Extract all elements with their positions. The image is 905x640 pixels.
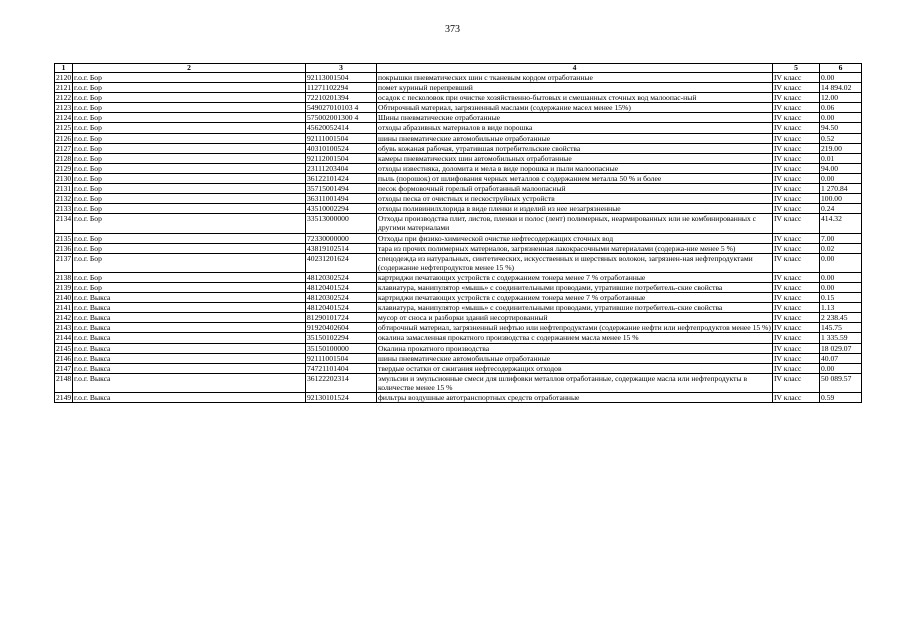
table-row	[55, 353, 862, 363]
amount: 0.02	[820, 243, 862, 253]
column-header: 2	[73, 64, 306, 73]
row-number: 2144	[56, 333, 72, 343]
column-header: 6	[820, 64, 862, 73]
hazard-class: IV класс	[773, 293, 820, 303]
amount: 2 238.45	[820, 313, 862, 323]
waste-name: клавиатура, манипулятор «мышь» с соединительными проводами, утратившие потребитель-ские свойства	[377, 282, 773, 292]
waste-name: шины пневматические автомобильные отработанные	[377, 133, 773, 143]
amount: 0.00	[820, 173, 862, 183]
waste-code: 35715001494	[306, 184, 377, 194]
hazard-class: IV класс	[773, 93, 820, 103]
row-number: 2121	[56, 83, 72, 93]
waste-table	[54, 63, 862, 403]
waste-name: обувь кожаная рабочая, утратившая потребительские свойства	[377, 143, 773, 153]
hazard-class: IV класс	[773, 184, 820, 194]
municipality: г.о.г. Выкса	[73, 363, 306, 373]
waste-code: 36122101424	[306, 173, 377, 183]
municipality: г.о.г. Бор	[73, 194, 306, 204]
waste-code: 549027010103 4	[306, 103, 377, 113]
amount: 14 894.02	[820, 83, 862, 93]
waste-name: обтирочный материал, загрязненный нефтью или нефтепродуктами (содержание нефти или нефтепродуктов менее 15 %)	[378, 323, 771, 333]
table-row	[55, 333, 862, 343]
hazard-class: IV класс	[773, 163, 820, 173]
waste-code: 43510002294	[306, 204, 377, 214]
table-row	[55, 363, 862, 373]
hazard-class: IV класс	[773, 73, 820, 83]
waste-name: помет куриный перепревший	[377, 83, 773, 93]
row-number: 2147	[56, 363, 72, 373]
table-row	[55, 293, 862, 303]
amount: 7.00	[820, 233, 862, 243]
row-number: 2123	[56, 103, 72, 113]
waste-name: твердые остатки от сжигания нефтесодержащих отходов	[377, 363, 773, 373]
hazard-class: IV класс	[773, 363, 820, 373]
row-number: 2120	[56, 73, 72, 82]
hazard-class: IV класс	[773, 253, 820, 272]
row-number: 2142	[56, 313, 72, 323]
waste-code: 72330000000	[306, 233, 377, 243]
waste-name: камеры пневматических шин автомобильных отработанные	[377, 153, 773, 163]
municipality: г.о.г. Бор	[73, 163, 306, 173]
table-row	[55, 143, 862, 153]
waste-name: Шины пневматические отработанные	[377, 113, 773, 123]
amount: 1 270.84	[820, 184, 862, 194]
row-number: 2148	[55, 373, 73, 392]
table-row	[55, 93, 862, 103]
row-number: 2125	[56, 123, 72, 133]
row-number: 2130	[56, 173, 72, 183]
municipality: г.о.г. Выкса	[73, 323, 306, 333]
table-row	[55, 323, 862, 333]
table-row	[55, 373, 862, 392]
municipality: г.о.г. Выкса	[73, 353, 306, 363]
municipality: г.о.г. Выкса	[73, 343, 306, 353]
row-number: 2132	[56, 194, 72, 204]
waste-name: Отходы производства плит, листов, пленки и полос (лент) полимерных, неармированных или не комбинированных с другими материалами	[377, 214, 773, 233]
municipality: г.о.г. Бор	[73, 123, 306, 133]
table-row	[55, 83, 862, 93]
amount: 18 029.07	[820, 343, 862, 353]
waste-name: Окалина прокатного производства	[377, 343, 773, 353]
row-number: 2136	[56, 243, 72, 253]
amount: 100.00	[820, 194, 862, 204]
amount: 0.00	[820, 73, 862, 83]
table-row	[55, 393, 862, 403]
amount: 0.52	[820, 133, 862, 143]
amount: 12.00	[820, 93, 862, 103]
hazard-class: IV класс	[773, 373, 820, 392]
amount: 50 089.57	[820, 373, 862, 392]
table-row	[55, 153, 862, 163]
waste-code: 92111001504	[306, 353, 377, 363]
waste-code: 575002001300 4	[306, 113, 377, 123]
waste-code: 92113001504	[306, 73, 377, 83]
row-number: 2139	[56, 282, 72, 292]
municipality: г.о.г. Бор	[73, 103, 306, 113]
table-row	[55, 253, 862, 272]
waste-name: Отходы при физико-химической очистке нефтесодержащих сточных вод	[377, 233, 773, 243]
waste-code: 36311001494	[306, 194, 377, 204]
hazard-class: IV класс	[773, 113, 820, 123]
municipality: г.о.г. Бор	[73, 113, 306, 123]
municipality: г.о.г. Выкса	[73, 303, 306, 313]
waste-code: 48120302524	[306, 293, 377, 303]
hazard-class: IV класс	[773, 353, 820, 363]
row-number: 2135	[56, 233, 72, 243]
row-number: 2145	[56, 343, 72, 353]
waste-code: 36122202314	[306, 373, 377, 392]
waste-code: 35150100000	[306, 343, 377, 353]
table-row	[55, 272, 862, 282]
table-row	[55, 343, 862, 353]
municipality: г.о.г. Бор	[73, 214, 306, 233]
row-number: 2140	[56, 293, 72, 303]
municipality: г.о.г. Бор	[73, 272, 306, 282]
amount: 0.24	[820, 204, 862, 214]
amount: 0.00	[820, 272, 862, 282]
waste-code: 92112001504	[306, 153, 377, 163]
row-number: 2146	[56, 353, 72, 363]
column-header: 5	[773, 64, 820, 73]
municipality: г.о.г. Бор	[73, 73, 306, 83]
waste-code: 43819102514	[306, 243, 377, 253]
hazard-class: IV класс	[773, 393, 820, 403]
row-number: 2131	[56, 184, 72, 194]
municipality: г.о.г. Выкса	[73, 313, 306, 323]
table-row	[55, 123, 862, 133]
waste-name: Обтирочный материал, загрязненный маслами (содержание масел менее 15%)	[377, 103, 773, 113]
waste-code: 11271102294	[306, 83, 377, 93]
row-number: 2137	[55, 253, 73, 272]
hazard-class: IV класс	[773, 143, 820, 153]
row-number: 2124	[56, 113, 72, 123]
amount: 94.50	[820, 123, 862, 133]
table-header-row	[55, 64, 862, 73]
row-number: 2126	[56, 133, 72, 143]
table-row	[55, 133, 862, 143]
hazard-class: IV класс	[773, 194, 820, 204]
table-row	[55, 113, 862, 123]
hazard-class: IV класс	[773, 243, 820, 253]
waste-name: отходы абразивных материалов в виде порошка	[377, 123, 773, 133]
table-row	[55, 204, 862, 214]
hazard-class: IV класс	[773, 303, 820, 313]
row-number: 2134	[55, 214, 73, 233]
municipality: г.о.г. Выкса	[73, 393, 306, 403]
table-row	[55, 163, 862, 173]
waste-name: мусор от сноса и разборки зданий несортированный	[377, 313, 773, 323]
row-number: 2138	[56, 272, 72, 282]
page-number: 373	[445, 24, 460, 35]
hazard-class: IV класс	[773, 333, 820, 343]
table-row	[55, 173, 862, 183]
amount: 0.01	[820, 153, 862, 163]
waste-name: отходы известняка, доломита и мела в виде порошка и пыли малоопасные	[377, 163, 773, 173]
amount: 0.59	[820, 393, 862, 403]
hazard-class: IV класс	[773, 123, 820, 133]
amount: 0.00	[820, 282, 862, 292]
waste-code: 92111001504	[306, 133, 377, 143]
row-number: 2129	[56, 163, 72, 173]
row-number: 2149	[56, 393, 72, 402]
waste-name: спецодежда из натуральных, синтетических, искусственных и шерстяных волокон, загрязнен-ная нефтепродуктами (содержание нефтепродуктов менее 15 %)	[377, 253, 773, 272]
waste-name: клавиатура, манипулятор «мышь» с соединительными проводами, утратившие потребитель-ские свойства	[377, 303, 773, 313]
row-number: 2143	[56, 323, 72, 333]
waste-name: фильтры воздушные автотранспортных средств отработанные	[377, 393, 773, 403]
hazard-class: IV класс	[773, 214, 820, 233]
waste-name: отходы поливинилхлорида в виде пленки и изделий из нее незагрязненные	[377, 204, 773, 214]
row-number: 2128	[56, 153, 72, 163]
waste-name: пыль (порошок) от шлифования черных металлов с содержанием металла 50 % и более	[377, 173, 773, 183]
municipality: г.о.г. Выкса	[73, 293, 306, 303]
waste-code: 74721101404	[306, 363, 377, 373]
row-number: 2133	[56, 204, 72, 214]
amount: 94.00	[820, 163, 862, 173]
municipality: г.о.г. Бор	[73, 233, 306, 243]
waste-name: картриджи печатающих устройств с содержанием тонера менее 7 % отработанные	[377, 293, 773, 303]
waste-code: 48120302524	[306, 272, 377, 282]
amount: 40.07	[820, 353, 862, 363]
municipality: г.о.г. Бор	[73, 153, 306, 163]
waste-code: 35150102294	[306, 333, 377, 343]
amount: 0.06	[820, 103, 862, 113]
municipality: г.о.г. Бор	[73, 173, 306, 183]
waste-code: 40231201624	[306, 253, 377, 272]
row-number: 2122	[56, 93, 72, 103]
municipality: г.о.г. Бор	[73, 184, 306, 194]
amount: 1 335.59	[820, 333, 862, 343]
waste-code: 91920402604	[306, 323, 377, 333]
waste-code: 48120401524	[306, 282, 377, 292]
amount: 145.75	[820, 323, 862, 333]
amount: 1.13	[820, 303, 862, 313]
municipality: г.о.г. Выкса	[73, 373, 306, 392]
municipality: г.о.г. Бор	[73, 253, 306, 272]
row-number: 2141	[56, 303, 72, 313]
waste-code: 23111203404	[306, 163, 377, 173]
table-row	[55, 243, 862, 253]
waste-code: 40310100524	[306, 143, 377, 153]
municipality: г.о.г. Бор	[73, 243, 306, 253]
hazard-class: IV класс	[773, 323, 820, 333]
municipality: г.о.г. Бор	[73, 282, 306, 292]
column-header: 1	[55, 64, 73, 73]
hazard-class: IV класс	[773, 313, 820, 323]
waste-name: окалина замасленная прокатного производства с содержанием масла менее 15 %	[377, 333, 773, 343]
hazard-class: IV класс	[773, 103, 820, 113]
amount: 414.32	[820, 214, 862, 233]
waste-name: осадок с песколовок при очистке хозяйственно-бытовых и смешанных сточных вод малоопас-ный	[377, 93, 773, 103]
waste-code: 92130101524	[306, 393, 377, 403]
municipality: г.о.г. Бор	[73, 93, 306, 103]
waste-name: эмульсии и эмульсионные смеси для шлифовки металлов отработанные, содержащие масла или нефтепродукты в количестве менее 15 %	[377, 373, 773, 392]
table-row	[55, 214, 862, 233]
hazard-class: IV класс	[773, 83, 820, 93]
table-row	[55, 184, 862, 194]
table-row	[55, 103, 862, 113]
waste-code: 81290101724	[306, 313, 377, 323]
table-row	[55, 194, 862, 204]
waste-name: покрышки пневматических шин с тканевым кордом отработанные	[377, 73, 773, 83]
hazard-class: IV класс	[773, 173, 820, 183]
municipality: г.о.г. Бор	[73, 204, 306, 214]
waste-name: картриджи печатающих устройств с содержанием тонера менее 7 % отработанные	[377, 272, 773, 282]
amount: 0.15	[820, 293, 862, 303]
table-row	[55, 313, 862, 323]
amount: 0.00	[820, 363, 862, 373]
hazard-class: IV класс	[773, 282, 820, 292]
hazard-class: IV класс	[773, 133, 820, 143]
table-row	[55, 233, 862, 243]
municipality: г.о.г. Выкса	[73, 333, 306, 343]
waste-code: 45620052414	[306, 123, 377, 133]
column-header: 3	[306, 64, 377, 73]
hazard-class: IV класс	[773, 343, 820, 353]
waste-name: тара из прочих полимерных материалов, загрязненная лакокрасочными материалами (содержа-ние менее 5 %)	[377, 243, 773, 253]
amount: 0.00	[820, 253, 862, 272]
waste-name: шины пневматические автомобильные отработанные	[377, 353, 773, 363]
waste-code: 48120401524	[306, 303, 377, 313]
hazard-class: IV класс	[773, 233, 820, 243]
amount: 0.00	[820, 113, 862, 123]
amount: 219.00	[820, 143, 862, 153]
hazard-class: IV класс	[773, 153, 820, 163]
waste-code: 33513000000	[306, 214, 377, 233]
waste-name: отходы песка от очистных и пескоструйных устройств	[377, 194, 773, 204]
table-row	[55, 282, 862, 292]
municipality: г.о.г. Бор	[73, 143, 306, 153]
waste-name: песок формовочный горелый отработанный малоопасный	[377, 184, 773, 194]
row-number: 2127	[56, 143, 72, 153]
table-row	[55, 73, 862, 83]
table-row	[55, 303, 862, 313]
municipality: г.о.г. Бор	[73, 133, 306, 143]
column-header: 4	[377, 64, 773, 73]
municipality: г.о.г. Бор	[73, 83, 306, 93]
hazard-class: IV класс	[773, 272, 820, 282]
waste-code: 72210201394	[306, 93, 377, 103]
hazard-class: IV класс	[773, 204, 820, 214]
